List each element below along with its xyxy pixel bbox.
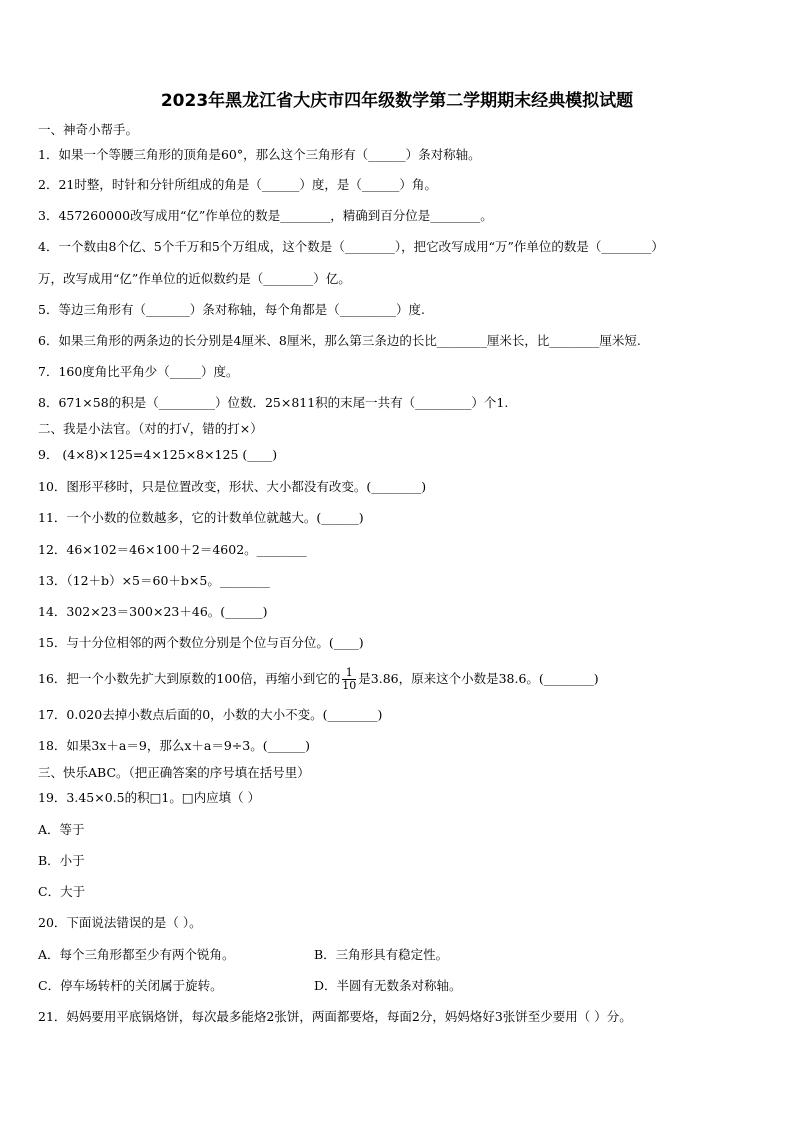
question-19: 19．3.45×0.5的积□1。□内应填（ ） <box>38 790 261 805</box>
question-14: 14．302×23＝300×23＋46。(______) <box>38 604 268 619</box>
question-21: 21．妈妈要用平底锅烙饼，每次最多能烙2张饼，两面都要烙，每面2分，妈妈烙好3张饼至少要用（ ）分。 <box>38 1009 632 1024</box>
question-8: 8．671×58的积是（_________）位数．25×811积的末尾一共有（_________）个1. <box>38 395 509 410</box>
question-4-continued: 万，改写成用“亿”作单位的近似数约是（________）亿。 <box>38 271 351 286</box>
fraction-denominator: 10 <box>342 679 357 692</box>
question-10: 10．图形平移时，只是位置改变，形状、大小都没有改变。(________) <box>38 479 427 494</box>
question-2: 2．21时整，时针和分针所组成的角是（______）度，是（______）角。 <box>38 177 437 192</box>
question-6: 6．如果三角形的两条边的长分别是4厘米、8厘米，那么第三条边的长比________厘米长，比________厘米短. <box>38 333 641 348</box>
option-b: B．小于 <box>38 853 85 868</box>
page-title: 2023年黑龙江省大庆市四年级数学第二学期期末经典模拟试题 <box>160 91 634 111</box>
question-15: 15．与十分位相邻的两个数位分别是个位与百分位。(____) <box>38 635 364 650</box>
option-c: C．停车场转杆的关闭属于旋转。 <box>38 978 223 993</box>
question-3: 3．457260000改写成用“亿”作单位的数是________，精确到百分位是________。 <box>38 208 493 223</box>
question-18: 18．如果3x＋a＝9，那么x＋a＝9÷3。(______) <box>38 738 310 753</box>
question-7: 7．160度角比平角少（_____）度。 <box>38 364 239 379</box>
question-20-options-row-1 <box>38 947 738 963</box>
question-16-text-a: 16．把一个小数先扩大到原数的100倍，再缩小到它的 <box>38 671 341 686</box>
question-16 <box>38 664 599 694</box>
question-11: 11．一个小数的位数越多，它的计数单位就越大。(______) <box>38 510 364 525</box>
section-heading: 一、神奇小帮手。 <box>38 122 139 137</box>
section-heading: 二、我是小法官。（对的打√，错的打×） <box>38 421 263 436</box>
option-d: D．半圆有无数条对称轴。 <box>314 978 462 993</box>
question-4: 4．一个数由8个亿、5个千万和5个万组成，这个数是（________），把它改写成用“万”作单位的数是（________） <box>38 239 664 254</box>
question-5: 5．等边三角形有（_______）条对称轴，每个角都是（_________）度. <box>38 302 425 317</box>
question-13: 13．（12＋b）×5＝60＋b×5。________ <box>38 573 270 588</box>
question-1: 1．如果一个等腰三角形的顶角是60°，那么这个三角形有（______）条对称轴。 <box>38 147 481 162</box>
question-12: 12．46×102＝46×100＋2＝4602。________ <box>38 542 307 557</box>
question-17: 17．0.020去掉小数点后面的0，小数的大小不变。(________) <box>38 707 383 722</box>
section-heading: 三、快乐ABC。（把正确答案的序号填在括号里） <box>38 765 310 780</box>
option-a: A．等于 <box>38 822 85 837</box>
question-20: 20．下面说法错误的是（ ）。 <box>38 915 202 930</box>
option-b: B．三角形具有稳定性。 <box>314 947 449 962</box>
option-c: C．大于 <box>38 884 86 899</box>
fraction <box>342 667 356 692</box>
question-9: 9． (4×8)×125=4×125×8×125 (____) <box>38 447 278 462</box>
question-20-options-row-2 <box>38 978 738 994</box>
fraction-numerator: 1 <box>342 667 356 680</box>
question-16-text-b: 是3.86，原来这个小数是38.6。(________) <box>358 671 599 686</box>
option-a: A．每个三角形都至少有两个锐角。 <box>38 947 235 962</box>
